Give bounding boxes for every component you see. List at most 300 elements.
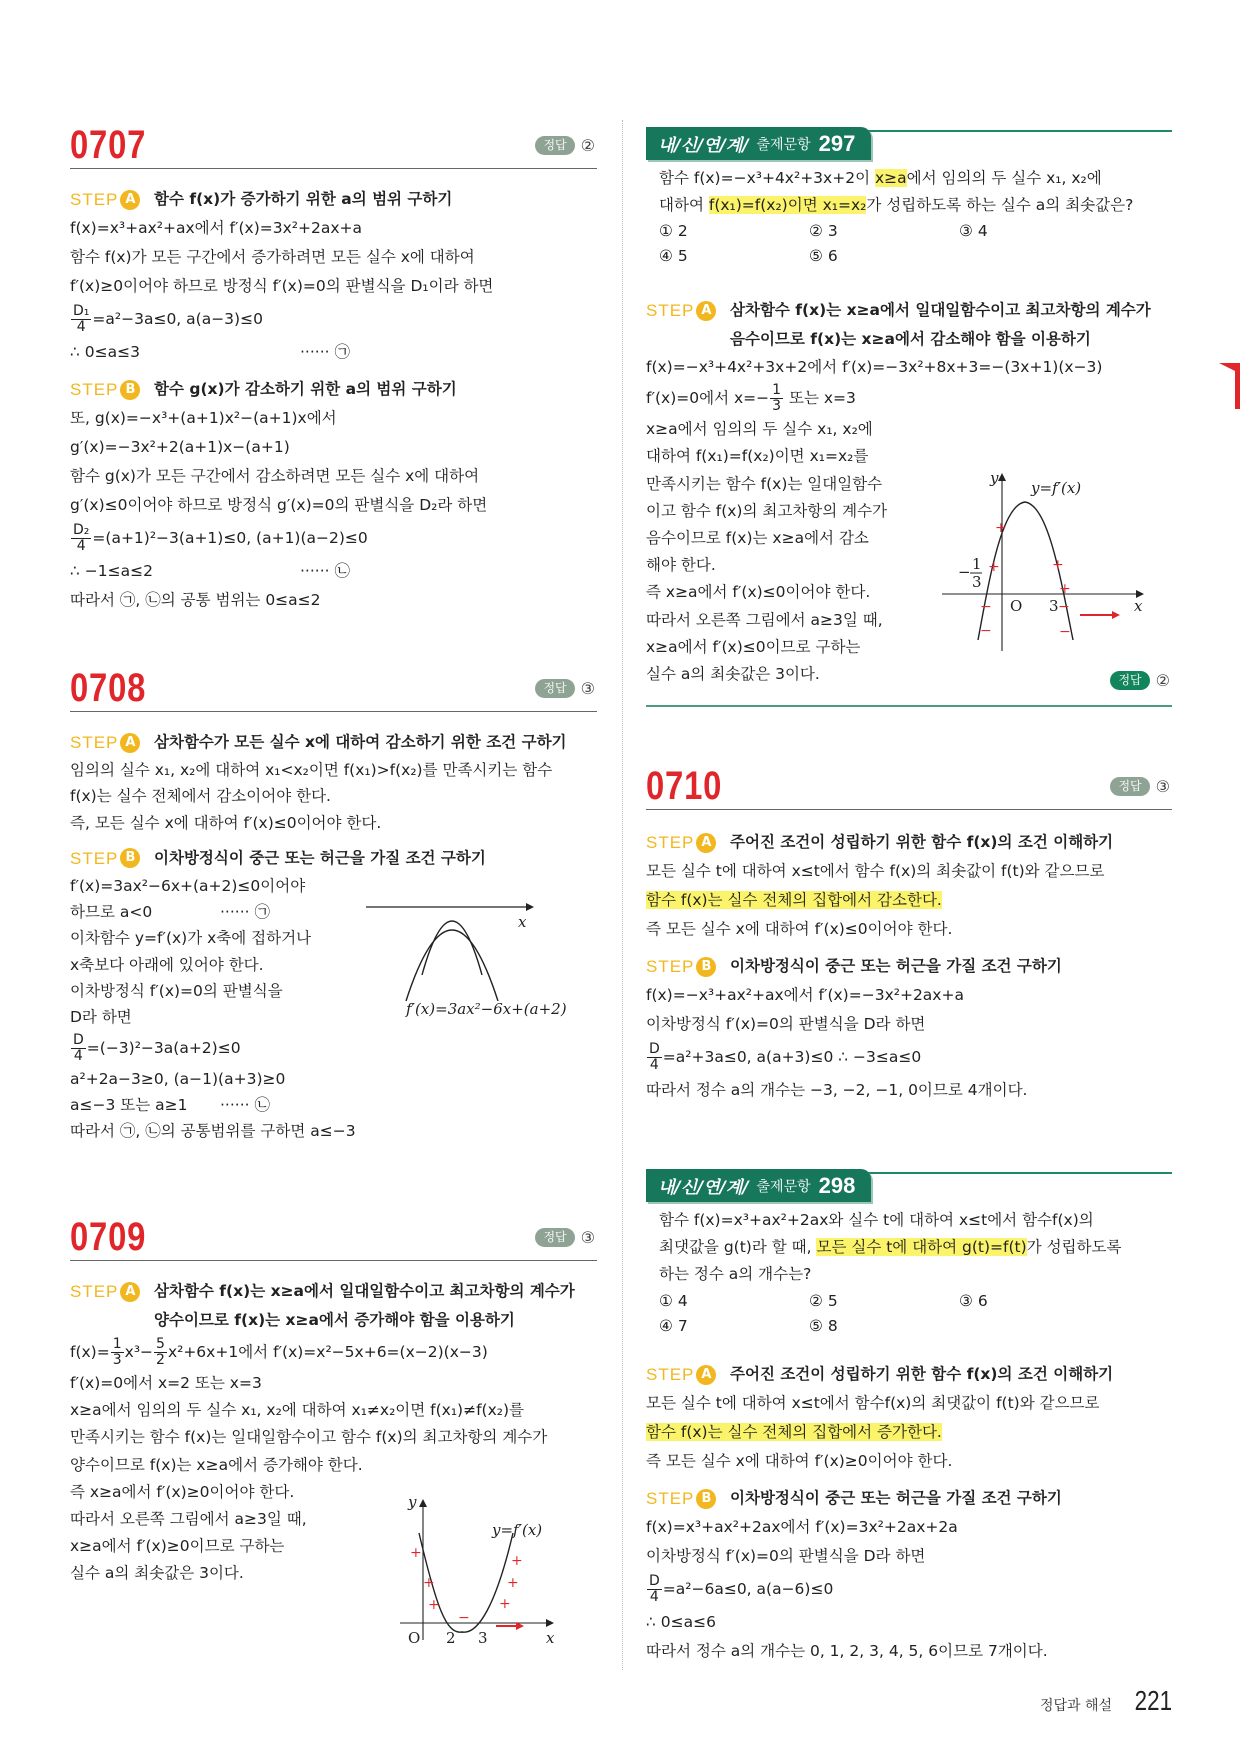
answer-badge: 정답 [1110,777,1149,796]
text-line [70,433,597,462]
step-body [70,757,597,836]
step-marker-icon: B [120,380,140,400]
root-numerator: 1 [972,555,982,573]
text-line [646,1542,1172,1571]
root-label: 2 [446,1629,456,1647]
answer-value: ② [1155,671,1170,691]
fraction [111,1337,124,1368]
text-segment: =(a+1)²−3(a+1)≤0, (a+1)(a−2)≤0 [92,529,368,547]
problem-number: 0708 [70,666,147,710]
sign-minus: − [980,599,992,615]
solution-298 [646,1352,1172,1666]
text-segment: x≥a에서 임의의 두 실수 x₁, x₂에 대하여 x₁≠x₂이면 f(x₁)≠f(x₂)를 [70,1401,524,1420]
step-word: STEP [646,1489,695,1508]
text-line [70,1092,597,1118]
step-body [646,1389,1172,1476]
step-label [70,375,140,404]
text-segment: 만족시키는 함수 f(x)는 일대일함수 [646,474,883,493]
text-segment: =(−3)²−3a(a+2)≤0 [86,1038,241,1057]
text-segment: x축보다 아래에 있어야 한다. [70,955,264,974]
text-segment: f(x)= [70,1343,110,1361]
fraction [647,1574,662,1605]
text-segment: x³− [124,1343,154,1361]
text-line [646,1447,1172,1476]
text-segment: 함수 f(x)=x³+ax²+2ax와 실수 t에 대하여 x≤t에서 함수f(x)의 [659,1211,1094,1229]
sign-plus: + [511,1553,523,1569]
step-word: STEP [70,190,119,209]
step-word: STEP [646,833,695,852]
text-segment: 모든 실수 t에 대하여 x≤t에서 함수 f(x)의 최솟값이 f(t)와 같으므로 [646,862,1105,880]
text-segment: 즉 모든 실수 x에 대하여 f′(x)≥0이어야 한다. [646,1452,953,1470]
text-segment: 가 성립하도록 [1026,1238,1122,1257]
curve-label: y=f′(x) [492,1521,543,1539]
step-word: STEP [646,1365,695,1384]
text-line [70,243,597,272]
text-segment: x≥a에서 f′(x)≤0이므로 구하는 [646,637,861,656]
text-segment: 이차방정식 f′(x)=0의 판별식을 [70,982,283,1001]
fraction-numerator: D [73,1031,84,1048]
equation-tag: ······ ㉡ [220,1095,270,1114]
text-line [70,586,597,615]
y-axis-arrow-icon [419,1499,427,1507]
text-segment: f′(x)≥0이어야 하므로 방정식 f′(x)=0의 판별식을 D₁이라 하면 [70,277,494,295]
fraction [154,1337,167,1368]
step-title: 양수이므로 f(x)는 x≥a에서 증가해야 함을 이용하기 [154,1311,515,1329]
step-label [646,1360,716,1389]
answer-value: ② [580,136,595,155]
text-line [70,491,597,520]
step-label [70,1277,140,1306]
step-header [646,952,1172,981]
x-axis-label: x [546,1629,555,1647]
box-rule [846,1172,1172,1174]
text-line [646,1010,1172,1039]
step-header [646,1360,1172,1389]
fraction-numerator: D [649,1041,660,1057]
highlighted-text: f(x₁)=f(x₂)이면 x₁=x₂ [708,196,867,215]
text-segment: 가 성립하도록 하는 실수 a의 최솟값은? [866,196,1134,215]
fraction-denominator: 4 [73,1047,83,1064]
answer-badge: 정답 [1110,671,1149,690]
root-label: 3 [1049,597,1059,615]
text-segment: 이차함수 y=f′(x)가 x축에 접하거나 [70,929,312,948]
text-line [659,192,1133,219]
fraction-numerator: 1 [112,1336,122,1352]
text-line [646,1039,1172,1076]
x-axis-arrow-icon [546,1619,554,1627]
fraction-denominator: 4 [649,1589,659,1605]
problem-header [646,763,1172,810]
step-word: STEP [70,1282,119,1301]
step-marker-icon: A [120,733,140,753]
tab-label: 내/신/연/계/ [658,1178,749,1198]
text-segment: ∴ −1≤a≤2 [70,562,153,580]
fraction-denominator: 3 [112,1352,122,1368]
answer-option[interactable]: ⑤ 6 [809,247,838,266]
step-word: STEP [646,957,695,976]
question-body [659,165,1133,269]
sign-plus: + [1059,581,1071,597]
sign-plus: + [1052,557,1064,573]
text-line [646,1571,1172,1608]
answer [535,136,595,155]
step-header [70,185,597,214]
y-axis-label: y [990,469,999,487]
text-segment: 따라서 ㉠, ㉡의 공통범위를 구하면 a≤−3 [70,1122,356,1141]
text-segment: f′(x)=0에서 x=2 또는 x=3 [70,1374,262,1392]
problem-header [70,665,597,712]
text-segment: 대하여 [659,196,709,215]
answer-option[interactable]: ③ 6 [959,1291,988,1310]
text-segment: 따라서 정수 a의 개수는 −3, −2, −1, 0이므로 4개이다. [646,1081,1028,1099]
text-segment: g′(x)≤0이어야 하므로 방정식 g′(x)=0의 판별식을 D₂라 하면 [70,496,488,514]
chapter-tab-marker [1219,363,1240,409]
sign-minus: − [458,1610,470,1626]
fraction [71,304,91,335]
step-label [70,728,140,757]
problem-number: 0709 [70,1215,147,1259]
step-marker-icon: A [696,301,716,321]
text-segment: 양수이므로 f(x)는 x≥a에서 증가해야 한다. [70,1455,363,1474]
step-title: 이차방정식이 중근 또는 허근을 가질 조건 구하기 [730,957,1062,975]
y-axis-label: y [408,1493,417,1511]
text-line [70,272,597,301]
equation-tag: ······ ㉡ [300,562,350,580]
text-segment: 또는 x=3 [784,389,856,408]
text-line [70,301,597,338]
sign-plus: + [428,1597,440,1613]
fraction [770,383,783,414]
step-label [646,952,716,981]
text-line [646,381,1172,416]
step-body [646,981,1172,1105]
linked-problem-298 [646,1169,1172,1349]
fraction [647,1042,662,1073]
answer-badge: 정답 [535,1228,574,1247]
text-line [70,1118,597,1144]
text-line [70,520,597,557]
text-segment: f(x)=−x³+4x²+3x+2에서 f′(x)=−3x²+8x+3=−(3x+1)(x−3) [646,358,1103,376]
answer [535,679,595,698]
step-label [70,185,140,214]
text-segment: ∴ 0≤a≤6 [646,1613,716,1631]
answer-option[interactable]: ① 2 [659,222,688,241]
text-line [70,757,597,783]
step-label [70,844,140,873]
text-segment: 즉, 모든 실수 x에 대하여 f′(x)≤0이어야 한다. [70,813,382,832]
step-word: STEP [646,301,695,320]
text-segment: 따라서 ㉠, ㉡의 공통 범위는 0≤a≤2 [70,591,321,609]
x-axis-arrow-icon [526,903,534,911]
text-segment: 함수 g(x)가 모든 구간에서 감소하려면 모든 실수 x에 대하여 [70,467,480,485]
text-segment: =a²−6a≤0, a(a−6)≤0 [662,1580,834,1598]
text-segment: f′(x)=3ax²−6x+(a+2)≤0이어야 [70,876,306,895]
graph-0708-parabolas [360,895,610,1020]
answer-value: ③ [580,679,595,698]
tab-sub: 출제문항 [756,1178,811,1195]
text-line [646,981,1172,1010]
step-title: 이차방정식이 중근 또는 허근을 가질 조건 구하기 [154,848,486,867]
step-label [646,828,716,857]
text-segment: 에서 임의의 두 실수 x₁, x₂에 [906,169,1102,187]
step-header [70,375,597,404]
text-segment: x≥a에서 임의의 두 실수 x₁, x₂에 [646,420,873,439]
highlighted-text: 모든 실수 t에 대하여 g(t)=f(t) [816,1238,1027,1257]
tab-number: 298 [818,1172,856,1198]
step-title: 함수 g(x)가 감소하기 위한 a의 범위 구하기 [154,380,457,398]
text-segment: 실수 a의 최솟값은 3이다. [70,1564,244,1583]
step-marker-icon: A [120,1282,140,1302]
root-label: 3 [478,1629,488,1647]
text-line [646,661,1172,691]
step-title: 주어진 조건이 성립하기 위한 함수 f(x)의 조건 이해하기 [730,1365,1114,1383]
sign-minus: − [1058,599,1070,615]
problem-header [70,122,597,169]
text-segment: g′(x)=−3x²+2(a+1)x−(a+1) [70,438,290,456]
curve-label: y=f′(x) [1031,479,1082,497]
linked-problem-tab [646,1169,871,1202]
problem-0707 [70,122,597,615]
text-line [70,1335,597,1370]
text-segment: 이차방정식 f′(x)=0의 판별식을 D라 하면 [646,1547,926,1565]
text-segment: f′(x)=0에서 x=− [646,389,770,408]
answer-value: ③ [580,1228,595,1247]
answer-option[interactable]: ① 4 [659,1291,688,1310]
answer [535,1228,595,1247]
answer-badge: 정답 [535,679,574,698]
step-word: STEP [70,380,119,399]
graph-297 [940,465,1150,655]
fraction-denominator: 4 [649,1057,659,1073]
root-sign: − [958,563,971,581]
step-marker-icon: B [696,957,716,977]
text-line [70,1066,597,1092]
problem-number: 0710 [646,764,723,808]
origin-label: O [1010,597,1023,615]
x-axis-label: x [518,913,527,931]
step-marker-icon: B [696,1489,716,1509]
step-header [70,1277,597,1335]
text-segment: 즉 모든 실수 x에 대하여 f′(x)≤0이어야 한다. [646,920,953,938]
answer-option[interactable]: ④ 7 [659,1316,688,1335]
text-segment: 즉 x≥a에서 f′(x)≤0이어야 한다. [646,583,871,602]
step-body [646,857,1172,944]
text-line [646,857,1172,886]
text-line [646,1389,1172,1418]
text-segment: 이차방정식 f′(x)=0의 판별식을 D라 하면 [646,1015,926,1033]
text-segment: 즉 x≥a에서 f′(x)≥0이어야 한다. [70,1482,295,1501]
text-line [659,1207,1121,1234]
text-segment: ∴ 0≤a≤3 [70,343,140,361]
sign-plus: + [507,1575,519,1591]
tab-sub: 출제문항 [756,136,811,153]
problem-header [70,1214,597,1261]
problem-0710 [646,763,1172,1105]
text-segment: x≥a에서 f′(x)≥0이므로 구하는 [70,1537,285,1556]
tab-label: 내/신/연/계/ [658,136,749,156]
answer-option[interactable]: ② 5 [809,1291,838,1310]
text-segment: f(x)는 실수 전체에서 감소이어야 한다. [70,787,331,806]
text-line [70,783,597,809]
text-line [646,1418,1172,1447]
text-segment: 임의의 실수 x₁, x₂에 대하여 x₁<x₂이면 f(x₁)>f(x₂)를 만족시키는 함수 [70,761,553,779]
step-header [646,296,1172,354]
answer-value: ③ [1155,777,1170,796]
column-divider [622,120,623,1670]
fraction-numerator: D [649,1573,660,1589]
box-rule [846,130,1172,132]
tab-number: 297 [818,130,856,156]
text-line [70,214,597,243]
text-segment: a≤−3 또는 a≥1 [70,1095,188,1114]
fraction-numerator: D₁ [73,303,90,319]
step-word: STEP [70,848,119,868]
text-segment: =a²+3a≤0, a(a+3)≤0 ∴ −3≤a≤0 [662,1048,922,1066]
text-line [646,1076,1172,1105]
linked-problem-tab [646,127,871,160]
answer-option[interactable]: ③ 4 [959,222,988,241]
fraction-numerator: 1 [772,382,782,399]
sign-minus: − [1059,624,1071,640]
text-segment: 하므로 a<0 [70,903,153,922]
text-segment: 따라서 오른쪽 그림에서 a≥3일 때, [70,1509,307,1528]
text-line [70,557,597,586]
highlighted-text: 함수 f(x)는 실수 전체의 집합에서 증가한다. [646,1423,942,1441]
text-line [70,404,597,433]
step-marker-icon: A [696,833,716,853]
text-segment: 따라서 정수 a의 개수는 0, 1, 2, 3, 4, 5, 6이므로 7개이다. [646,1642,1048,1660]
text-segment: f(x)=x³+ax²+2ax에서 f′(x)=3x²+2ax+2a [646,1518,958,1536]
text-line [646,1637,1172,1666]
answer-option[interactable]: ② 3 [809,222,838,241]
text-line [659,165,1133,192]
text-segment: 대하여 f(x₁)=f(x₂)이면 x₁=x₂를 [646,447,869,466]
step-marker-icon: A [696,1365,716,1385]
text-line [70,462,597,491]
text-segment: 함수 f(x)=−x³+4x²+3x+2이 [659,169,875,187]
fraction-denominator: 4 [76,538,86,554]
step-title: 삼차함수가 모든 실수 x에 대하여 감소하기 위한 조건 구하기 [154,733,567,751]
sign-plus: + [988,559,1000,575]
sign-plus: + [410,1545,422,1561]
sign-plus: + [499,1596,511,1612]
text-line [70,1031,597,1066]
text-segment: 이고 함수 f(x)의 최고차항의 계수가 [646,501,888,520]
text-segment: f(x)=x³+ax²+ax에서 f′(x)=3x²+2ax+a [70,219,362,237]
text-segment: 따라서 오른쪽 그림에서 a≥3일 때, [646,610,883,629]
answer-badge: 정답 [535,136,574,155]
question-body [659,1207,1121,1339]
text-segment: 함수 f(x)가 모든 구간에서 증가하려면 모든 실수 x에 대하여 [70,248,475,266]
sign-plus: + [423,1575,435,1591]
highlighted-text: 함수 f(x)는 실수 전체의 집합에서 감소한다. [646,891,942,909]
curve-label: f′(x)=3ax²−6x+(a+2) [406,1000,567,1018]
step-header [646,828,1172,857]
inner-parabola [406,930,498,1001]
step-header [646,1484,1172,1513]
footer-label: 정답과 해설 [1040,1698,1113,1714]
step-title: 주어진 조건이 성립하기 위한 함수 f(x)의 조건 이해하기 [730,833,1114,851]
sign-minus: − [980,623,992,639]
text-line [659,1261,1121,1288]
equation-tag: ······ ㉠ [220,903,270,922]
text-line [646,354,1172,381]
outer-parabola [422,921,482,975]
y-axis-arrow-icon [998,473,1006,481]
fraction [71,523,91,554]
text-line [70,1397,597,1424]
text-segment: 하는 정수 a의 개수는? [659,1265,812,1284]
fraction-denominator: 4 [76,319,86,335]
text-segment: 최댓값을 g(t)라 할 때, [659,1238,817,1257]
fraction-denominator: 2 [156,1352,165,1368]
fraction-numerator: D₂ [73,522,90,538]
fraction-numerator: 5 [156,1336,165,1352]
step-title: 음수이므로 f(x)는 x≥a에서 감소해야 함을 이용하기 [730,330,1091,348]
highlighted-text: x≥a [874,169,907,187]
text-segment: a²+2a−3≥0, (a−1)(a+3)≥0 [70,1069,286,1088]
step-header [70,728,597,757]
step-title: 삼차함수 f(x)는 x≥a에서 일대일함수이고 최고차항의 계수가 [730,301,1151,319]
root-denominator: 3 [972,573,982,591]
step-title: 함수 f(x)가 증가하기 위한 a의 범위 구하기 [154,190,453,208]
text-line [646,886,1172,915]
text-line [70,1370,597,1397]
equation-tag: ······ ㉠ [300,343,350,361]
x-axis-label: x [1134,597,1143,615]
text-line [70,1452,597,1479]
answer [1110,671,1170,690]
text-segment: 음수이므로 f(x)는 x≥a에서 감소 [646,528,869,547]
text-segment: 모든 실수 t에 대하여 x≤t에서 함수f(x)의 최댓값이 f(t)와 같으므로 [646,1394,1100,1412]
text-segment: f(x)=−x³+ax²+ax에서 f′(x)=−3x²+2ax+a [646,986,964,1004]
text-segment: =a²−3a≤0, a(a−3)≤0 [92,310,263,328]
text-line [70,338,597,367]
step-marker-icon: A [120,190,140,210]
answer-option[interactable]: ⑤ 8 [809,1316,838,1335]
step-title: 이차방정식이 중근 또는 허근을 가질 조건 구하기 [730,1489,1062,1507]
answer [1110,777,1170,796]
text-line [646,416,1172,443]
step-label [646,296,716,325]
step-body [70,214,597,367]
page-footer [1040,1685,1177,1717]
text-segment: 해야 한다. [646,556,716,575]
text-line [646,1513,1172,1542]
step-word: STEP [70,733,119,752]
text-segment: D라 하면 [70,1008,132,1027]
origin-label: O [408,1629,421,1647]
step-label [646,1484,716,1513]
step-body [70,404,597,615]
text-line [70,810,597,836]
text-segment: 만족시키는 함수 f(x)는 일대일함수이고 함수 f(x)의 최고차항의 계수가 [70,1428,548,1447]
sign-plus: + [995,520,1007,536]
answer-option[interactable]: ④ 5 [659,247,688,266]
fraction-denominator: 3 [772,398,782,415]
step-header [70,844,597,873]
text-segment: 또, g(x)=−x³+(a+1)x²−(a+1)x에서 [70,409,337,427]
step-body [646,1513,1172,1666]
step-marker-icon: B [120,848,140,868]
graph-0709 [396,1495,566,1645]
page-number: 221 [1134,1685,1173,1716]
fraction [71,1033,86,1064]
text-line [646,915,1172,944]
section-rule [646,705,1172,707]
text-line [659,1234,1121,1261]
problem-number: 0707 [70,123,147,167]
